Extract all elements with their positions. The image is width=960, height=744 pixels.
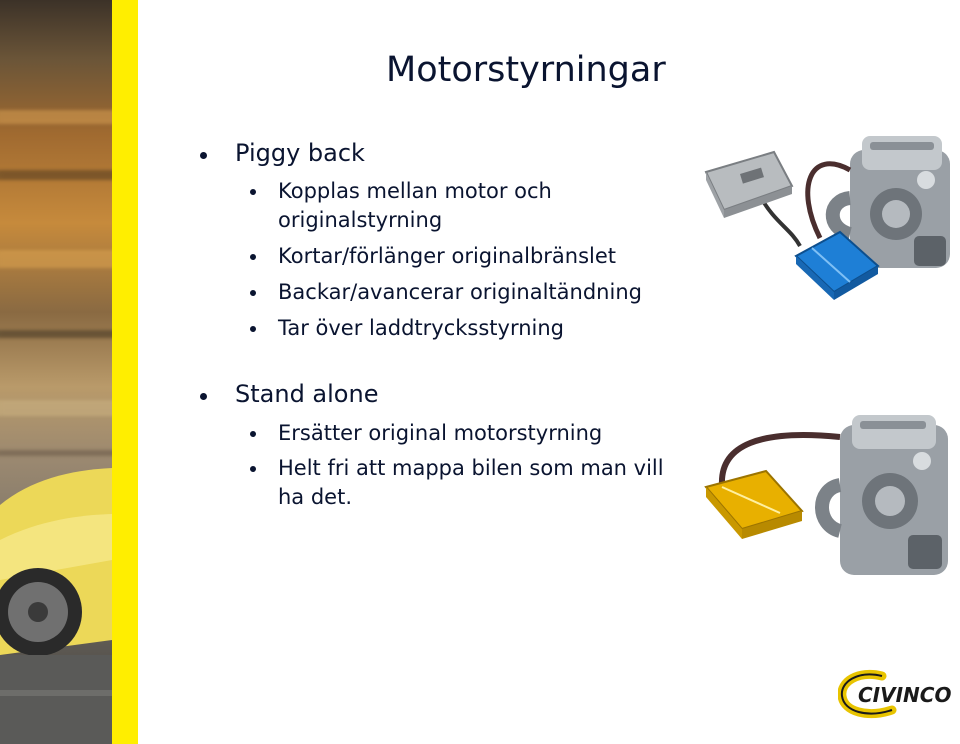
bullet-dot [200,152,207,159]
yellow-stripe [112,0,138,744]
bullet-heading: Stand alone [235,380,379,408]
standalone-ecu-illustration [700,415,960,595]
bullet-heading: Piggy back [235,139,365,167]
bullet-dot [250,189,256,195]
sub-bullet-text: Ersätter original motorstyrning [278,421,603,445]
bullet-dot [250,254,256,260]
sub-bullet-text: Kopplas mellan motor och originalstyrning [278,179,552,232]
sub-bullet [250,177,690,235]
svg-text:CIVINCO: CIVINCO [858,683,952,707]
sub-bullet-text: Tar över laddtrycksstyrning [278,316,564,340]
road-car-photo [0,0,112,744]
piggyback-ecu-illustration [700,128,960,308]
sub-bullet [250,454,670,512]
civinco-logo [838,668,954,720]
sub-bullet-text: Helt fri att mappa bilen som man vill ha det. [278,456,664,509]
sub-bullet [250,242,690,271]
sub-bullet-text: Backar/avancerar originaltändning [278,280,642,304]
original-ecu-icon [706,152,792,218]
sub-bullet [250,278,690,307]
slide-title: Motorstyrningar [386,50,666,90]
engine-icon [822,415,948,575]
bullet-dot [250,431,256,437]
sub-bullet [250,419,690,448]
bullet-dot [250,466,256,472]
bullet-dot [200,393,207,400]
bullet-dot [250,290,256,296]
sub-bullet-text: Kortar/förlänger originalbränslet [278,244,617,268]
bullet-dot [250,326,256,332]
sub-bullet [250,314,690,343]
